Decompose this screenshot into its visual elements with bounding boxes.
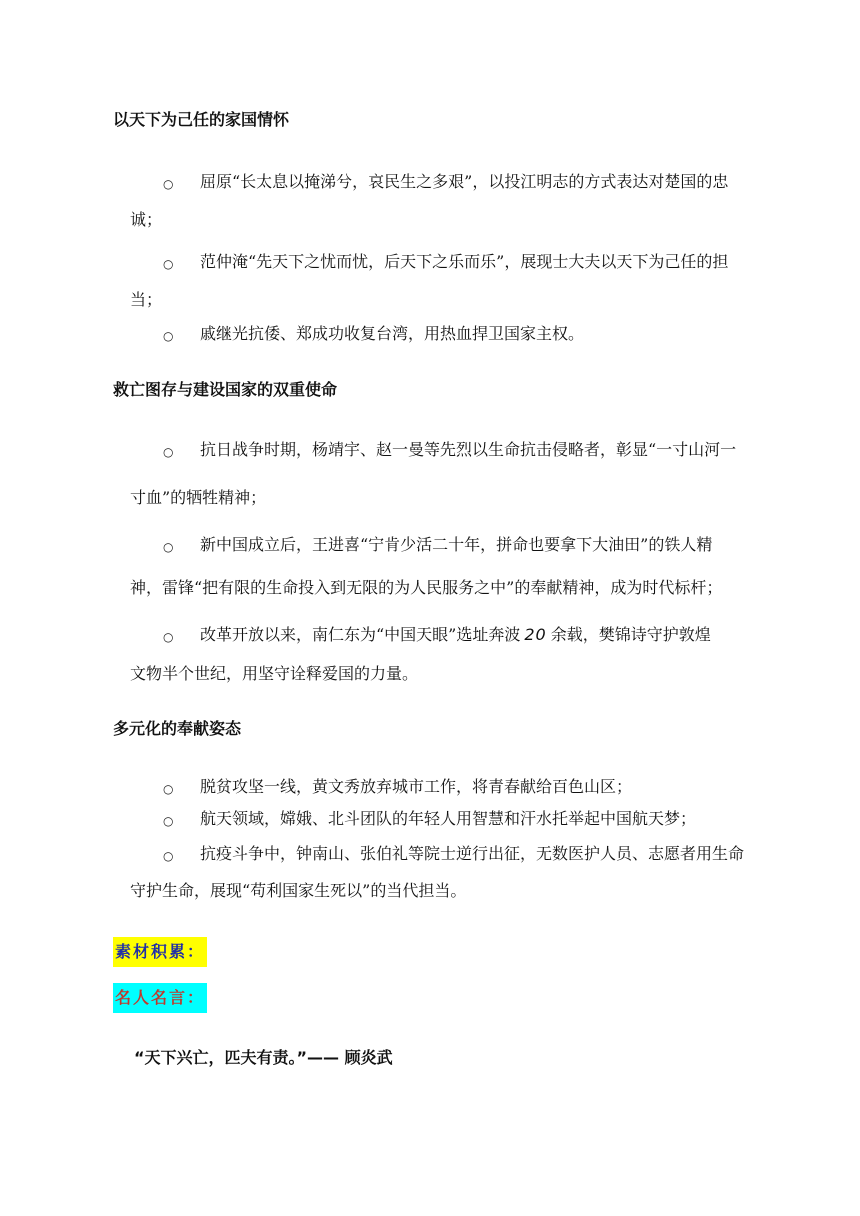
item-text-continued: 神，雷锋“把有限的生命投入到无限的为人民服务之中”的奉献精神，成为时代标杆； <box>130 578 723 597</box>
section-heading: 以天下为己任的家国情怀 <box>113 110 290 129</box>
material-tag: 素材积累： <box>113 937 207 967</box>
item-text <box>200 625 711 645</box>
bullet-icon: ○ <box>163 814 174 828</box>
item-text-part: 改革开放以来，南仁东为“中国天眼”选址奔波 <box>200 625 521 644</box>
item-text: 戚继光抗倭、郑成功收复台湾，用热血捍卫国家主权。 <box>200 324 585 343</box>
bullet-icon: ○ <box>163 177 174 191</box>
bullet-icon: ○ <box>163 782 174 796</box>
item-text: 航天领域，嫦娥、北斗团队的年轻人用智慧和汗水托举起中国航天梦； <box>200 809 697 828</box>
item-text-continued: 诚； <box>130 210 163 229</box>
bullet-icon: ○ <box>163 849 174 863</box>
item-text: 范仲淹“先天下之忧而忧，后天下之乐而乐”，展现士大夫以天下为己任的担 <box>200 252 729 271</box>
item-number: 20 <box>524 625 547 644</box>
bullet-icon: ○ <box>163 630 174 644</box>
item-text: 抗疫斗争中，钟南山、张伯礼等院士逆行出征，无数医护人员、志愿者用生命 <box>200 844 745 863</box>
bullet-icon: ○ <box>163 540 174 554</box>
item-text-continued: 守护生命，展现“苟利国家生死以”的当代担当。 <box>130 881 467 900</box>
item-text-part: 余载，樊锦诗守护敦煌 <box>550 625 711 644</box>
item-text-continued: 当； <box>130 290 163 309</box>
famous-quote: “天下兴亡，匹夫有责。”—— 顾炎武 <box>134 1048 393 1067</box>
section-heading: 救亡图存与建设国家的双重使命 <box>113 380 338 399</box>
item-text: 脱贫攻坚一线，黄文秀放弃城市工作，将青春献给百色山区； <box>200 777 633 796</box>
quotes-tag: 名人名言： <box>113 983 207 1013</box>
item-text: 抗日战争时期，杨靖宇、赵一曼等先烈以生命抗击侵略者，彰显“一寸山河一 <box>200 440 737 459</box>
bullet-icon: ○ <box>163 257 174 271</box>
item-text-continued: 文物半个世纪，用坚守诠释爱国的力量。 <box>130 664 419 683</box>
bullet-icon: ○ <box>163 445 174 459</box>
section-heading: 多元化的奉献姿态 <box>113 719 242 738</box>
item-text-continued: 寸血”的牺牲精神； <box>130 488 267 507</box>
bullet-icon: ○ <box>163 329 174 343</box>
item-text: 屈原“长太息以掩涕兮，哀民生之多艰”，以投江明志的方式表达对楚国的忠 <box>200 172 729 191</box>
item-text: 新中国成立后，王进喜“宁肯少活二十年，拼命也要拿下大油田”的铁人精 <box>200 535 713 554</box>
